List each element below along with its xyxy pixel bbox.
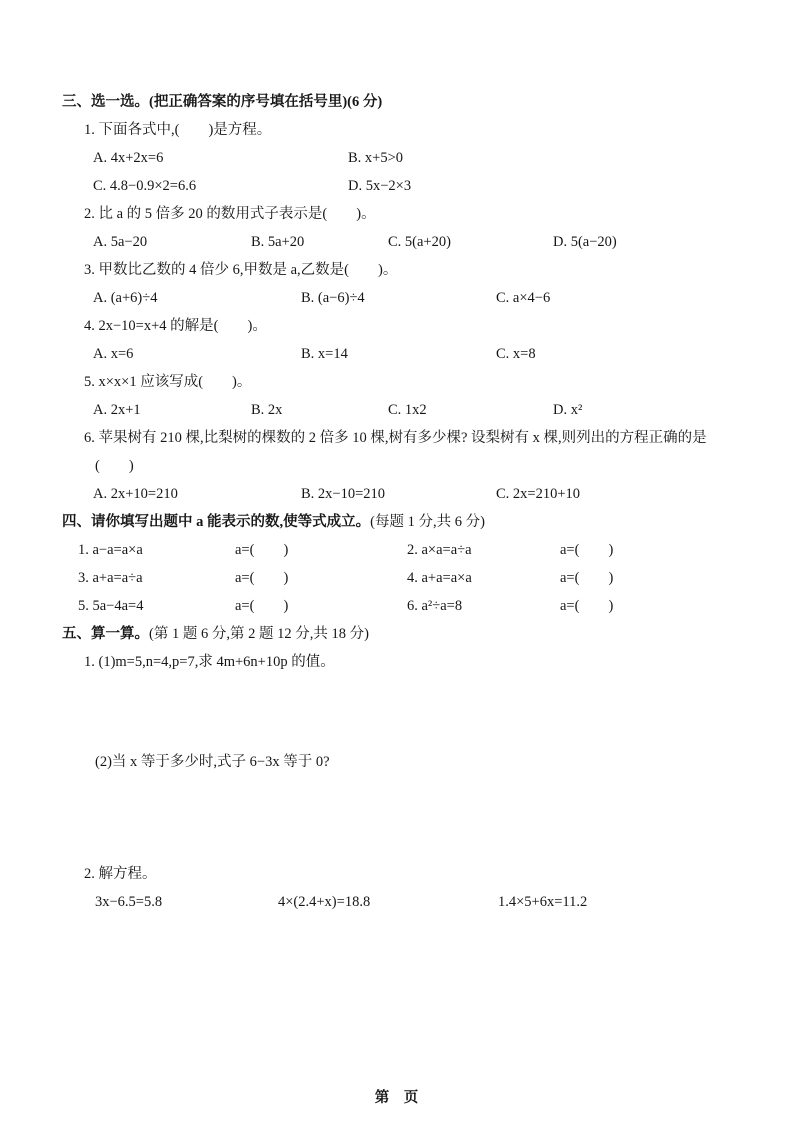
fill-row-1 — [62, 536, 738, 564]
equation: 3x−6.5=5.8 — [95, 894, 163, 910]
option-d: D. x² — [553, 402, 583, 418]
option-b: B. (a−6)÷4 — [301, 290, 365, 306]
question-3-options — [62, 284, 738, 312]
fill-item: 6. a²÷a=8 — [407, 598, 463, 614]
option-c: C. 1x2 — [388, 402, 427, 418]
option-a: A. (a+6)÷4 — [93, 290, 158, 306]
question-1-options-row-1 — [62, 144, 738, 172]
fill-item: 5. 5a−4a=4 — [78, 598, 144, 614]
calc-problem-2-label: 2. 解方程。 — [84, 866, 157, 882]
fill-item: 1. a−a=a×a — [78, 542, 143, 558]
question-5-stem: 5. x×x×1 应该写成( )。 — [84, 374, 252, 390]
work-space — [62, 676, 738, 748]
fill-answer-blank: a=( ) — [560, 542, 614, 558]
question-5-options — [62, 396, 738, 424]
section-four-title-text: 四、请你填写出题中 a 能表示的数,使等式成立。 — [62, 514, 371, 530]
question-6-stem: 6. 苹果树有 210 棵,比梨树的棵数的 2 倍多 10 棵,树有多少棵? 设梨树有 x 棵,则列出的方程正确的是 — [84, 430, 707, 446]
fill-item: 2. a×a=a÷a — [407, 542, 472, 558]
section-four-title — [62, 508, 738, 536]
fill-answer-blank: a=( ) — [560, 570, 614, 586]
equations-row — [62, 888, 738, 916]
fill-answer-blank: a=( ) — [235, 542, 289, 558]
option-c: C. 2x=210+10 — [496, 486, 581, 502]
option-c: C. 4.8−0.9×2=6.6 — [93, 178, 197, 194]
option-b: B. 2x−10=210 — [301, 486, 386, 502]
section-four-score-note: (每题 1 分,共 6 分) — [370, 514, 485, 530]
question-2-stem: 2. 比 a 的 5 倍多 20 的数用式子表示是( )。 — [84, 206, 376, 222]
option-a: A. 5a−20 — [93, 234, 148, 250]
equation: 4×(2.4+x)=18.8 — [278, 894, 371, 910]
option-a: A. x=6 — [93, 346, 134, 362]
question-1-stem: 1. 下面各式中,( )是方程。 — [84, 122, 272, 138]
option-c: C. x=8 — [496, 346, 536, 362]
question-4-stem: 4. 2x−10=x+4 的解是( )。 — [84, 318, 267, 334]
option-b: B. x=14 — [301, 346, 348, 362]
question-6-answer-blank: ( ) — [95, 458, 134, 474]
question-1-options-row-2 — [62, 172, 738, 200]
option-b: B. 5a+20 — [251, 234, 305, 250]
page-footer: 第 页 — [374, 1090, 419, 1106]
fill-answer-blank: a=( ) — [560, 598, 614, 614]
section-five-score-note: (第 1 题 6 分,第 2 题 12 分,共 18 分) — [149, 626, 369, 642]
fill-row-3 — [62, 592, 738, 620]
section-three-title: 三、选一选。(把正确答案的序号填在括号里)(6 分) — [62, 94, 383, 110]
calc-problem-1-part-2: (2)当 x 等于多少时,式子 6−3x 等于 0? — [95, 754, 330, 770]
option-d: D. 5(a−20) — [553, 234, 617, 250]
fill-answer-blank: a=( ) — [235, 570, 289, 586]
option-a: A. 2x+1 — [93, 402, 141, 418]
fill-item: 3. a+a=a÷a — [78, 570, 143, 586]
question-4-options — [62, 340, 738, 368]
work-space — [62, 776, 738, 860]
fill-answer-blank: a=( ) — [235, 598, 289, 614]
section-five-title-text: 五、算一算。 — [62, 626, 149, 642]
section-five-title — [62, 620, 738, 648]
option-b: B. 2x — [251, 402, 283, 418]
fill-item: 4. a+a=a×a — [407, 570, 472, 586]
option-c: C. a×4−6 — [496, 290, 551, 306]
question-6-options — [62, 480, 738, 508]
question-2-options — [62, 228, 738, 256]
calc-problem-1-part-1: 1. (1)m=5,n=4,p=7,求 4m+6n+10p 的值。 — [84, 654, 335, 670]
question-3-stem: 3. 甲数比乙数的 4 倍少 6,甲数是 a,乙数是( )。 — [84, 262, 398, 278]
option-b: B. x+5>0 — [348, 150, 404, 166]
option-c: C. 5(a+20) — [388, 234, 451, 250]
option-a: A. 2x+10=210 — [93, 486, 178, 502]
option-a: A. 4x+2x=6 — [93, 150, 164, 166]
fill-row-2 — [62, 564, 738, 592]
equation: 1.4×5+6x=11.2 — [498, 894, 588, 910]
option-d: D. 5x−2×3 — [348, 178, 412, 194]
